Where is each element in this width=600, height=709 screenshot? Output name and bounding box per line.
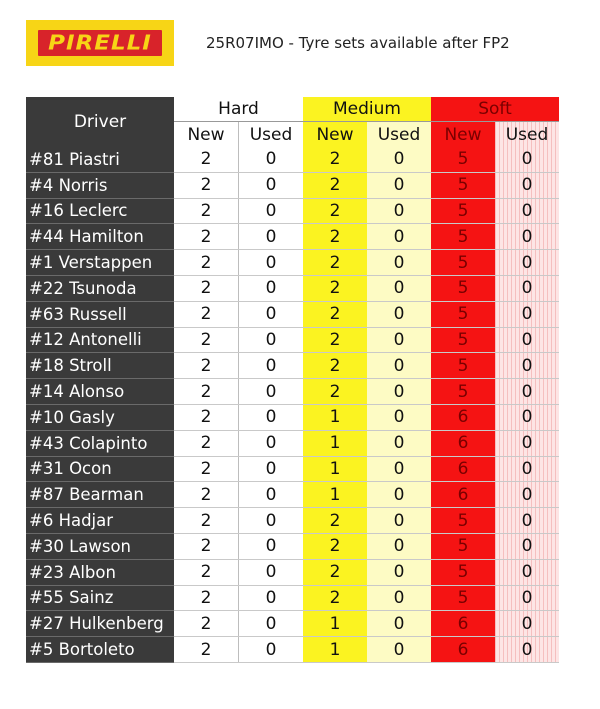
hard-new-header: New <box>174 122 239 148</box>
soft-used-cell: 0 <box>495 430 559 456</box>
soft-new-cell: 5 <box>431 533 495 559</box>
hard-group-header: Hard <box>174 97 303 122</box>
soft-used-cell: 0 <box>495 404 559 430</box>
soft-new-cell: 5 <box>431 224 495 250</box>
soft-used-cell: 0 <box>495 611 559 637</box>
soft-new-cell: 5 <box>431 559 495 585</box>
medium-used-cell: 0 <box>367 224 431 250</box>
soft-new-cell: 6 <box>431 456 495 482</box>
medium-used-cell: 0 <box>367 198 431 224</box>
soft-used-cell: 0 <box>495 637 559 663</box>
soft-used-cell: 0 <box>495 301 559 327</box>
medium-used-cell: 0 <box>367 327 431 353</box>
medium-used-cell: 0 <box>367 404 431 430</box>
medium-new-cell: 2 <box>303 327 367 353</box>
hard-used-cell: 0 <box>239 456 304 482</box>
driver-name: #63 Russell <box>26 301 174 327</box>
hard-new-cell: 2 <box>174 430 239 456</box>
driver-name: #81 Piastri <box>26 147 174 172</box>
soft-new-cell: 6 <box>431 404 495 430</box>
hard-used-cell: 0 <box>239 559 304 585</box>
medium-new-cell: 2 <box>303 275 367 301</box>
soft-new-cell: 5 <box>431 379 495 405</box>
soft-used-cell: 0 <box>495 482 559 508</box>
driver-name: #27 Hulkenberg <box>26 611 174 637</box>
medium-used-cell: 0 <box>367 533 431 559</box>
hard-used-cell: 0 <box>239 430 304 456</box>
medium-new-cell: 2 <box>303 559 367 585</box>
hard-used-cell: 0 <box>239 224 304 250</box>
hard-new-cell: 2 <box>174 637 239 663</box>
table-row <box>26 559 559 585</box>
hard-new-cell: 2 <box>174 353 239 379</box>
hard-used-cell: 0 <box>239 533 304 559</box>
medium-new-cell: 2 <box>303 172 367 198</box>
table-row <box>26 456 559 482</box>
driver-name: #30 Lawson <box>26 533 174 559</box>
hard-used-cell: 0 <box>239 275 304 301</box>
medium-new-cell: 1 <box>303 637 367 663</box>
hard-new-cell: 2 <box>174 198 239 224</box>
medium-new-cell: 1 <box>303 482 367 508</box>
driver-name: #31 Ocon <box>26 456 174 482</box>
hard-used-cell: 0 <box>239 611 304 637</box>
driver-name: #55 Sainz <box>26 585 174 611</box>
hard-new-cell: 2 <box>174 275 239 301</box>
hard-new-cell: 2 <box>174 611 239 637</box>
medium-new-cell: 2 <box>303 224 367 250</box>
driver-name: #16 Leclerc <box>26 198 174 224</box>
hard-used-cell: 0 <box>239 198 304 224</box>
medium-used-cell: 0 <box>367 172 431 198</box>
driver-name: #10 Gasly <box>26 404 174 430</box>
table-row <box>26 508 559 534</box>
soft-new-cell: 5 <box>431 327 495 353</box>
soft-used-cell: 0 <box>495 147 559 172</box>
table-row <box>26 353 559 379</box>
medium-used-header: Used <box>367 122 431 148</box>
medium-used-cell: 0 <box>367 611 431 637</box>
soft-used-cell: 0 <box>495 275 559 301</box>
medium-used-cell: 0 <box>367 585 431 611</box>
medium-new-cell: 2 <box>303 533 367 559</box>
medium-new-cell: 2 <box>303 379 367 405</box>
soft-new-header: New <box>431 122 495 148</box>
hard-used-cell: 0 <box>239 327 304 353</box>
soft-new-cell: 5 <box>431 508 495 534</box>
medium-new-cell: 1 <box>303 456 367 482</box>
driver-name: #12 Antonelli <box>26 327 174 353</box>
medium-used-cell: 0 <box>367 482 431 508</box>
soft-group-header: Soft <box>431 97 559 122</box>
soft-used-cell: 0 <box>495 172 559 198</box>
driver-name: #87 Bearman <box>26 482 174 508</box>
hard-new-cell: 2 <box>174 482 239 508</box>
soft-new-cell: 5 <box>431 147 495 172</box>
table-row <box>26 327 559 353</box>
soft-new-cell: 6 <box>431 482 495 508</box>
soft-used-cell: 0 <box>495 379 559 405</box>
medium-new-cell: 2 <box>303 198 367 224</box>
medium-used-cell: 0 <box>367 456 431 482</box>
table-row <box>26 301 559 327</box>
table-row <box>26 379 559 405</box>
table-row <box>26 404 559 430</box>
hard-used-cell: 0 <box>239 379 304 405</box>
table-row <box>26 611 559 637</box>
table-row <box>26 637 559 663</box>
table-row <box>26 147 559 172</box>
table-row <box>26 482 559 508</box>
soft-new-cell: 5 <box>431 275 495 301</box>
soft-new-cell: 5 <box>431 250 495 276</box>
soft-used-cell: 0 <box>495 327 559 353</box>
driver-name: #14 Alonso <box>26 379 174 405</box>
driver-name: #5 Bortoleto <box>26 637 174 663</box>
hard-new-cell: 2 <box>174 250 239 276</box>
soft-used-header: Used <box>495 122 559 148</box>
hard-new-cell: 2 <box>174 533 239 559</box>
soft-new-cell: 5 <box>431 585 495 611</box>
medium-new-cell: 2 <box>303 353 367 379</box>
hard-new-cell: 2 <box>174 508 239 534</box>
hard-new-cell: 2 <box>174 301 239 327</box>
soft-used-cell: 0 <box>495 533 559 559</box>
soft-new-cell: 5 <box>431 198 495 224</box>
medium-new-cell: 2 <box>303 301 367 327</box>
driver-name: #1 Verstappen <box>26 250 174 276</box>
soft-used-cell: 0 <box>495 585 559 611</box>
table-row <box>26 430 559 456</box>
soft-new-cell: 5 <box>431 353 495 379</box>
hard-used-cell: 0 <box>239 404 304 430</box>
table-row <box>26 172 559 198</box>
medium-group-header: Medium <box>303 97 431 122</box>
driver-name: #22 Tsunoda <box>26 275 174 301</box>
driver-name: #18 Stroll <box>26 353 174 379</box>
hard-used-cell: 0 <box>239 353 304 379</box>
hard-used-cell: 0 <box>239 482 304 508</box>
table-row <box>26 585 559 611</box>
table-row <box>26 198 559 224</box>
hard-new-cell: 2 <box>174 224 239 250</box>
hard-used-cell: 0 <box>239 147 304 172</box>
medium-used-cell: 0 <box>367 147 431 172</box>
driver-name: #44 Hamilton <box>26 224 174 250</box>
table-row <box>26 250 559 276</box>
hard-new-cell: 2 <box>174 559 239 585</box>
medium-new-cell: 1 <box>303 404 367 430</box>
medium-new-cell: 2 <box>303 250 367 276</box>
medium-new-header: New <box>303 122 367 148</box>
hard-new-cell: 2 <box>174 456 239 482</box>
hard-new-cell: 2 <box>174 147 239 172</box>
soft-used-cell: 0 <box>495 508 559 534</box>
page-title: 25R07IMO - Tyre sets available after FP2 <box>206 34 510 52</box>
medium-new-cell: 2 <box>303 508 367 534</box>
medium-new-cell: 1 <box>303 611 367 637</box>
medium-used-cell: 0 <box>367 275 431 301</box>
hard-new-cell: 2 <box>174 327 239 353</box>
medium-new-cell: 1 <box>303 430 367 456</box>
soft-used-cell: 0 <box>495 353 559 379</box>
soft-used-cell: 0 <box>495 456 559 482</box>
table-row <box>26 224 559 250</box>
soft-new-cell: 6 <box>431 637 495 663</box>
soft-new-cell: 5 <box>431 172 495 198</box>
pirelli-logo-text: PIRELLI <box>48 30 152 55</box>
soft-new-cell: 6 <box>431 611 495 637</box>
soft-used-cell: 0 <box>495 559 559 585</box>
medium-used-cell: 0 <box>367 250 431 276</box>
driver-column-header: Driver <box>26 97 174 147</box>
medium-used-cell: 0 <box>367 430 431 456</box>
hard-new-cell: 2 <box>174 404 239 430</box>
tyre-sets-table <box>26 97 559 663</box>
soft-used-cell: 0 <box>495 198 559 224</box>
soft-new-cell: 5 <box>431 301 495 327</box>
medium-used-cell: 0 <box>367 301 431 327</box>
pirelli-logo <box>26 20 174 66</box>
medium-new-cell: 2 <box>303 147 367 172</box>
driver-name: #6 Hadjar <box>26 508 174 534</box>
hard-new-cell: 2 <box>174 585 239 611</box>
table-row <box>26 275 559 301</box>
hard-used-cell: 0 <box>239 172 304 198</box>
medium-used-cell: 0 <box>367 559 431 585</box>
table-row <box>26 533 559 559</box>
soft-used-cell: 0 <box>495 250 559 276</box>
medium-new-cell: 2 <box>303 585 367 611</box>
hard-used-cell: 0 <box>239 508 304 534</box>
soft-new-cell: 6 <box>431 430 495 456</box>
hard-new-cell: 2 <box>174 379 239 405</box>
hard-used-cell: 0 <box>239 250 304 276</box>
medium-used-cell: 0 <box>367 353 431 379</box>
medium-used-cell: 0 <box>367 508 431 534</box>
driver-name: #23 Albon <box>26 559 174 585</box>
pirelli-logo-plate <box>38 30 162 56</box>
hard-new-cell: 2 <box>174 172 239 198</box>
driver-name: #43 Colapinto <box>26 430 174 456</box>
medium-used-cell: 0 <box>367 379 431 405</box>
medium-used-cell: 0 <box>367 637 431 663</box>
hard-used-header: Used <box>239 122 304 148</box>
soft-used-cell: 0 <box>495 224 559 250</box>
hard-used-cell: 0 <box>239 301 304 327</box>
hard-used-cell: 0 <box>239 585 304 611</box>
driver-name: #4 Norris <box>26 172 174 198</box>
hard-used-cell: 0 <box>239 637 304 663</box>
